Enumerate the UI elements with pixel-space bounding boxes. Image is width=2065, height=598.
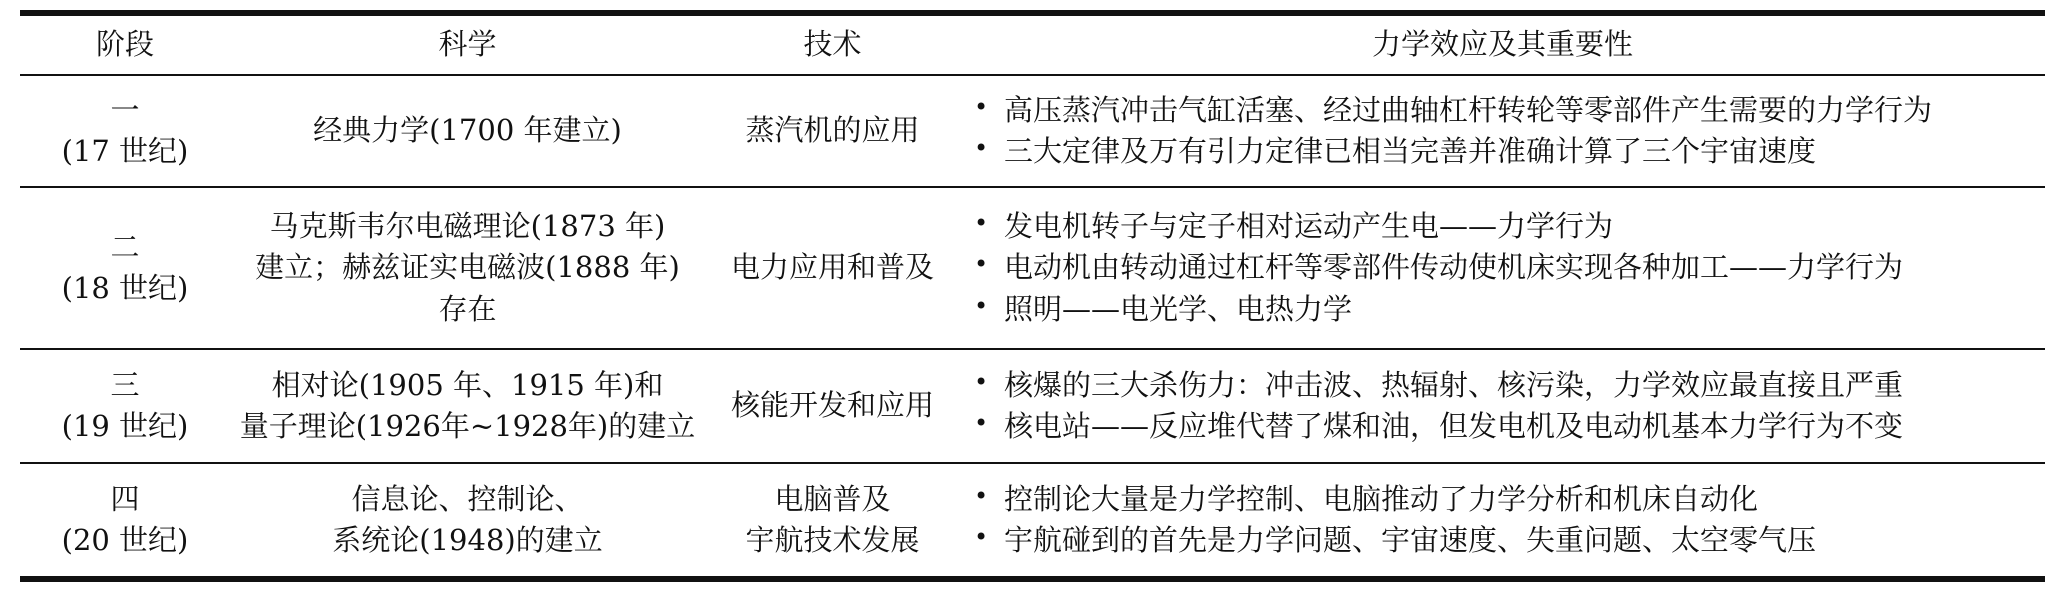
science-cell [230, 349, 705, 463]
science-cell [230, 75, 705, 187]
science-line: 信息论、控制论、 [351, 481, 584, 516]
effect-item [970, 90, 2045, 131]
effect-text: 三大定律及万有引力定律已相当完善并准确计算了三个宇宙速度 [1004, 134, 1817, 168]
stage-century: (17 世纪) [61, 134, 189, 168]
technology-cell [705, 187, 960, 349]
effect-list [970, 90, 2045, 172]
technology-line: 蒸汽机的应用 [745, 113, 920, 148]
effect-cell [960, 463, 2045, 579]
stage-cell [20, 463, 230, 579]
science-cell [230, 187, 705, 349]
header-effect: 力学效应及其重要性 [960, 13, 2045, 75]
science-line: 经典力学(1700 年建立) [313, 113, 622, 148]
science-line: 建立；赫兹证实电磁波(1888 年) [255, 250, 680, 285]
table-row [20, 349, 2045, 463]
technology-line: 电脑普及 [774, 481, 891, 516]
bullet-icon: • [974, 291, 989, 320]
technology-cell [705, 349, 960, 463]
header-technology: 技术 [705, 13, 960, 75]
effect-text: 高压蒸汽冲击气缸活塞、经过曲轴杠杆转轮等零部件产生需要的力学行为 [1004, 92, 1933, 127]
table-row [20, 75, 2045, 187]
effect-item [970, 520, 2045, 561]
bullet-icon: • [974, 523, 989, 551]
stage-cell [20, 75, 230, 187]
stage-century: (19 世纪) [61, 409, 189, 443]
table-row [20, 463, 2045, 579]
stage-number: 三 [110, 367, 140, 402]
bullet-icon: • [974, 134, 989, 162]
effect-list [970, 206, 2045, 330]
technology-line: 核能开发和应用 [730, 388, 934, 423]
history-table-container [20, 10, 2045, 582]
technology-line: 电力应用和普及 [730, 250, 934, 285]
stage-cell [20, 187, 230, 349]
stage-cell [20, 349, 230, 463]
effect-cell [960, 187, 2045, 349]
technology-line: 宇航技术发展 [745, 523, 920, 557]
bullet-icon: • [974, 481, 989, 510]
technology-cell [705, 75, 960, 187]
effect-text: 照明——电光学、电热力学 [1004, 291, 1353, 326]
effect-text: 电动机由转动通过杠杆等零部件传动使机床实现各种加工——力学行为 [1004, 250, 1904, 285]
effect-text: 宇航碰到的首先是力学问题、宇宙速度、失重问题、太空零气压 [1004, 523, 1817, 557]
science-line: 量子理论(1926年~1928年)的建立 [239, 409, 696, 443]
effect-item [970, 289, 2045, 330]
effect-cell [960, 75, 2045, 187]
stage-number: 二 [110, 229, 140, 264]
effect-item [970, 247, 2045, 288]
science-line: 系统论(1948)的建立 [332, 523, 603, 557]
effect-item [970, 365, 2045, 406]
effect-list [970, 479, 2045, 561]
effect-text: 核电站——反应堆代替了煤和油，但发电机及电动机基本力学行为不变 [1004, 409, 1904, 443]
header-science: 科学 [230, 13, 705, 75]
effect-text: 控制论大量是力学控制、电脑推动了力学分析和机床自动化 [1004, 481, 1759, 516]
effect-item [970, 406, 2045, 447]
effect-list [970, 365, 2045, 447]
stage-century: (18 世纪) [61, 271, 189, 305]
header-stage: 阶段 [20, 13, 230, 75]
effect-cell [960, 349, 2045, 463]
science-line: 存在 [438, 291, 497, 326]
table-row [20, 187, 2045, 349]
stage-number: 四 [110, 481, 140, 516]
effect-item [970, 206, 2045, 247]
history-table [20, 10, 2045, 582]
header-row [20, 13, 2045, 75]
effect-item [970, 479, 2045, 520]
effect-text: 核爆的三大杀伤力：冲击波、热辐射、核污染，力学效应最直接且严重 [1004, 367, 1904, 402]
bullet-icon: • [974, 250, 989, 279]
technology-cell [705, 463, 960, 579]
effect-item [970, 131, 2045, 172]
stage-century: (20 世纪) [61, 523, 189, 557]
bullet-icon: • [974, 209, 989, 238]
science-line: 相对论(1905 年、1915 年)和 [271, 367, 664, 402]
bullet-icon: • [974, 367, 989, 396]
bullet-icon: • [974, 409, 989, 437]
bullet-icon: • [974, 92, 989, 121]
stage-number: 一 [110, 92, 140, 127]
science-cell [230, 463, 705, 579]
science-line: 马克斯韦尔电磁理论(1873 年) [269, 209, 666, 244]
effect-text: 发电机转子与定子相对运动产生电——力学行为 [1004, 209, 1614, 244]
